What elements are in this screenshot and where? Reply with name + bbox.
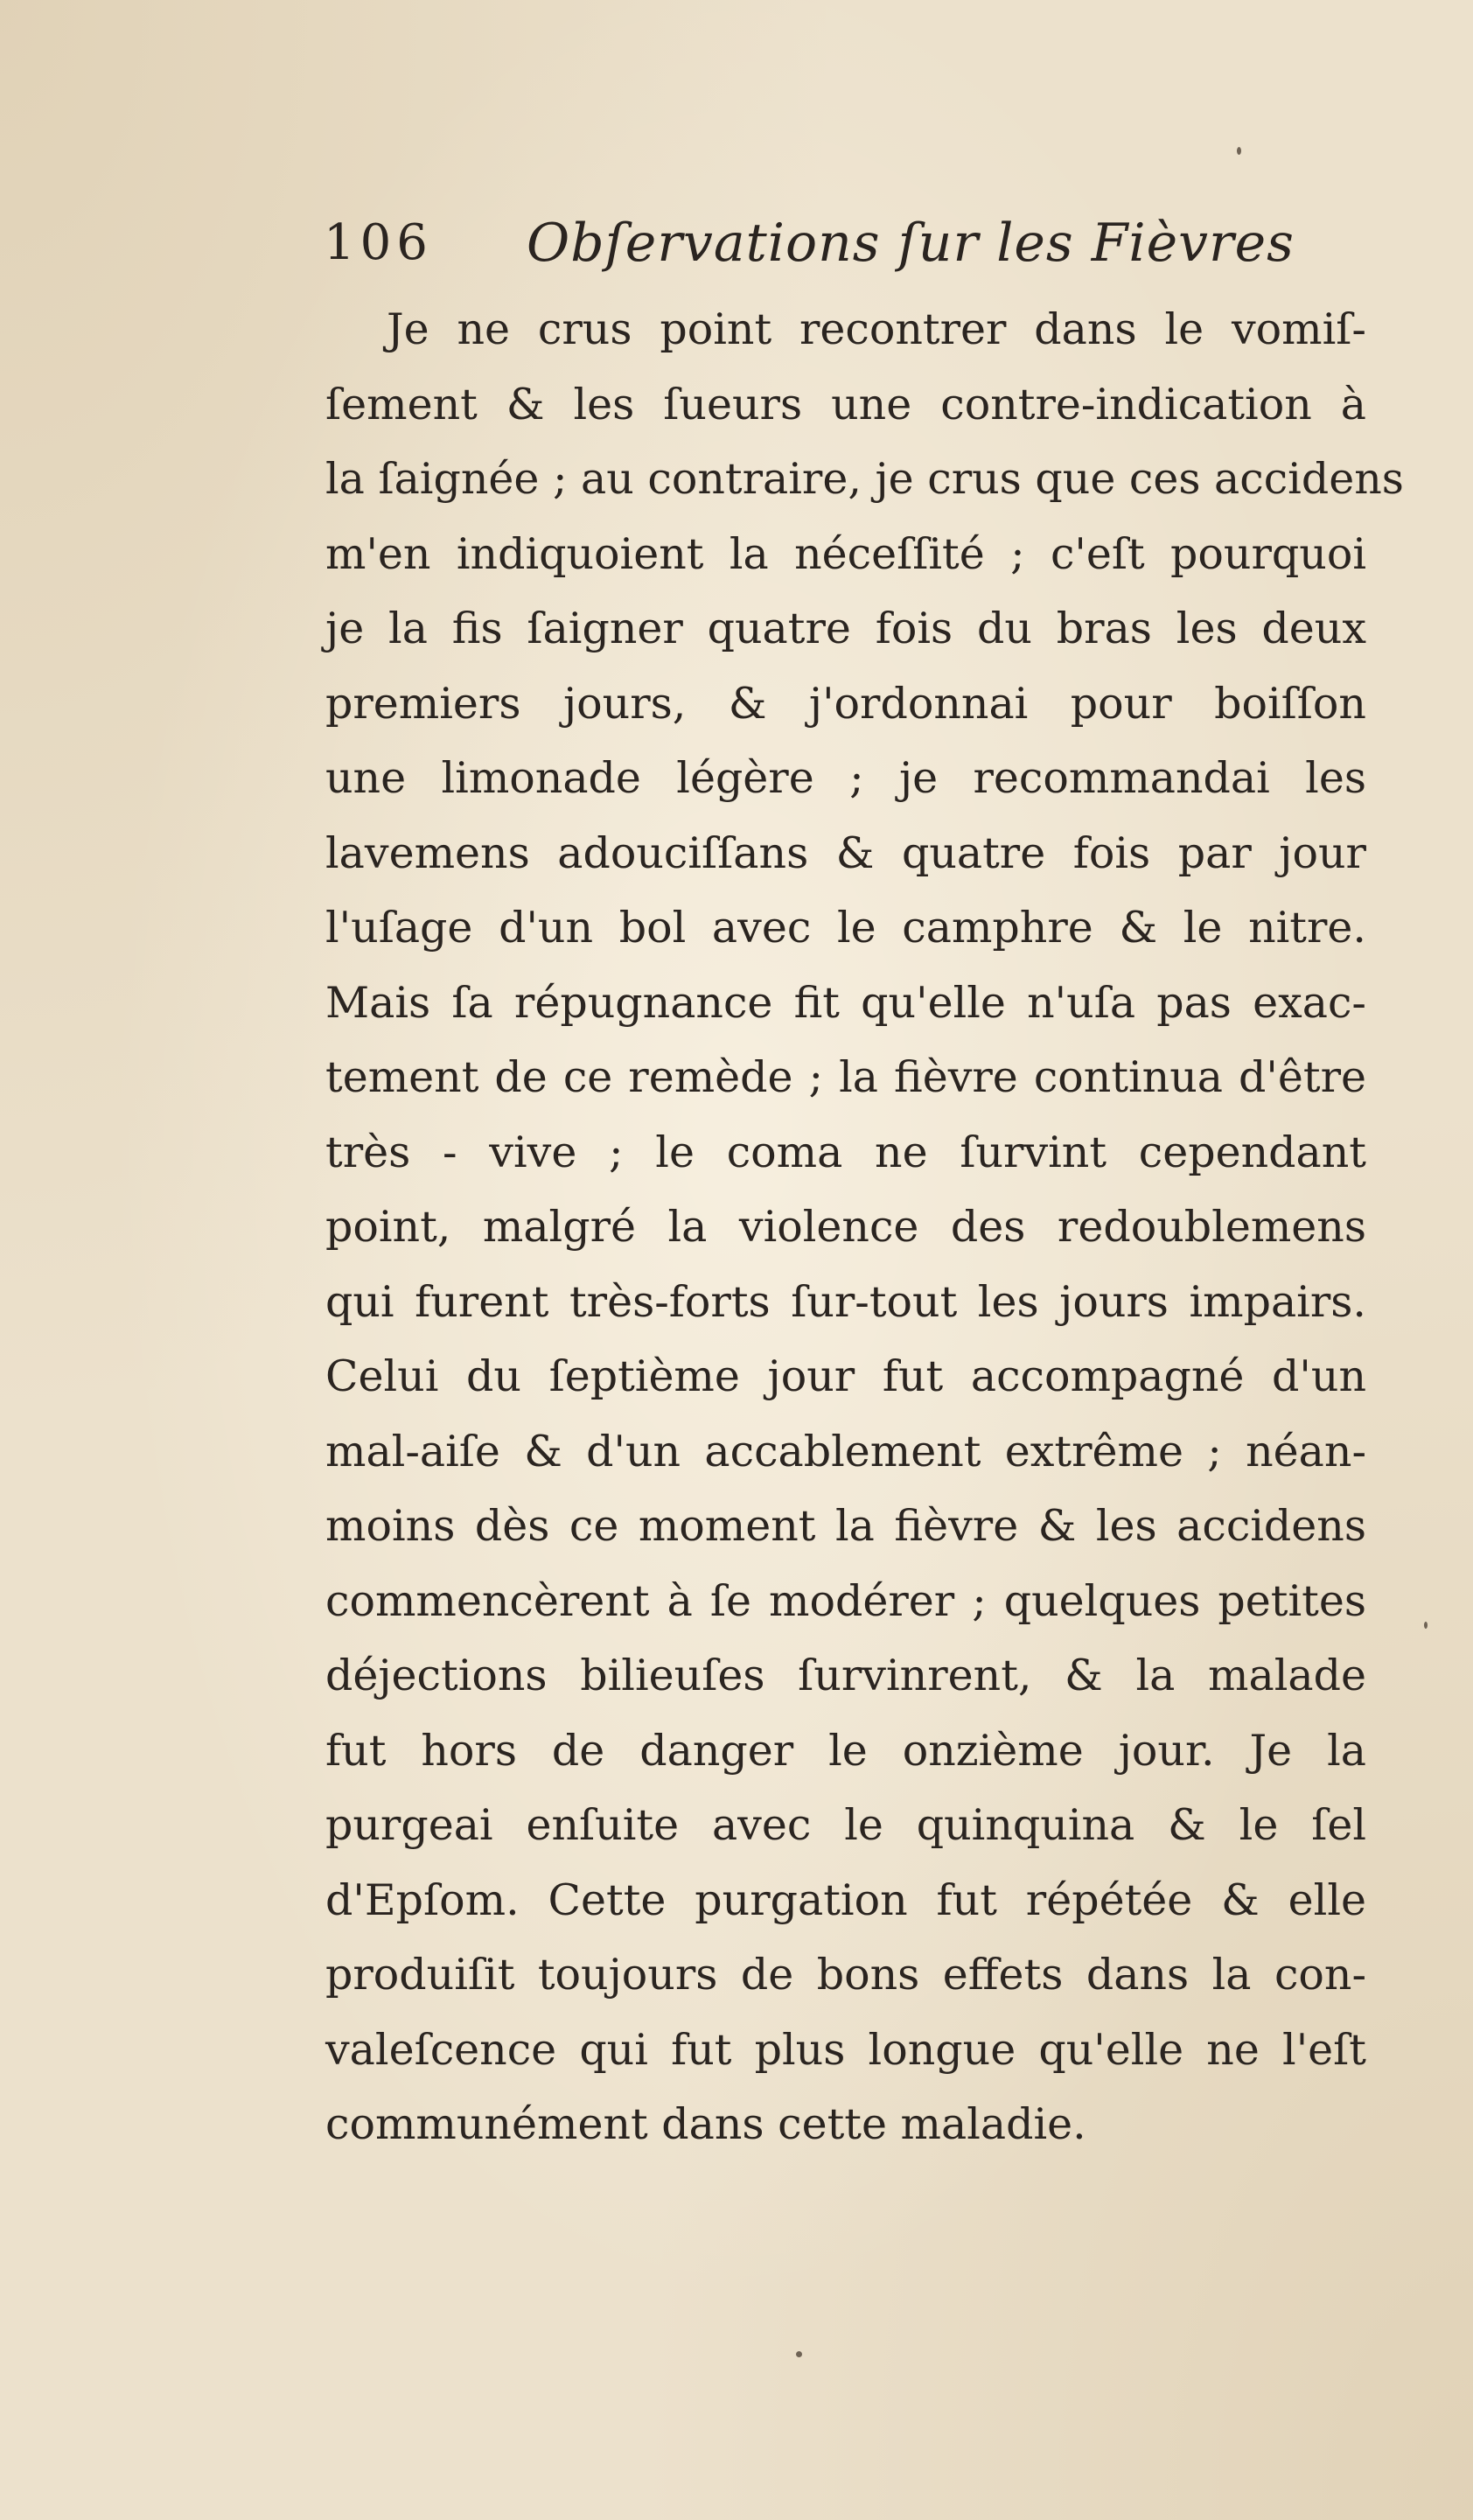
text-line: Mais ſa répugnance fit qu'elle n'uſa pas exac- — [325, 977, 1366, 1028]
text-line: mal-aiſe & d'un accablement extrême ; néan- — [325, 1426, 1366, 1476]
text-line: l'uſage d'un bol avec le camphre & le nitre. — [325, 903, 1366, 953]
text-line: moins dès ce moment la fièvre & les accidens — [325, 1501, 1366, 1551]
text-line: qui furent très-forts ſur-tout les jours impairs. — [325, 1276, 1366, 1327]
text-line: point, malgré la violence des redoublemens — [325, 1202, 1366, 1252]
text-line: produiſit toujours de bons effets dans la con- — [325, 1950, 1366, 2000]
text-line: premiers jours, & j'ordonnai pour boiſſon — [325, 678, 1366, 729]
text-line: commencèrent à ſe modérer ; quelques petites — [325, 1575, 1366, 1626]
text-line: Celui du ſeptième jour fut accompagné d'un — [325, 1351, 1366, 1401]
page-number: 106 — [324, 214, 433, 271]
text-line: déjections bilieuſes ſurvinrent, & la malade — [325, 1651, 1366, 1700]
text-line: communément dans cette maladie. — [325, 2099, 1086, 2149]
text-line: ſement & les ſueurs une contre-indication à — [325, 379, 1366, 429]
paper-speck — [796, 2351, 802, 2357]
text-line: fut hors de danger le onzième jour. Je la — [325, 1725, 1366, 1776]
text-line: lavemens adouciſſans & quatre fois par jour — [325, 827, 1366, 878]
text-line: tement de ce remède ; la fièvre continua d'être — [325, 1052, 1366, 1102]
text-line: la ſaignée ; au contraire, je crus que ces accidens — [325, 454, 1404, 504]
text-line: d'Epſom. Cette purgation fut répétée & elle — [325, 1874, 1366, 1925]
text-line: valeſcence qui fut plus longue qu'elle ne l'eſt — [325, 2024, 1366, 2075]
running-head — [324, 208, 1295, 278]
text-line: m'en indiquoient la néceſſité ; c'eſt pourquoi — [325, 528, 1366, 579]
text-line: je la fis ſaigner quatre fois du bras les deux — [325, 604, 1366, 653]
text-line: une limonade légère ; je recommandai les — [325, 753, 1366, 803]
body-text — [325, 292, 1404, 2162]
text-line: purgeai enſuite avec le quinquina & le ſel — [325, 1800, 1366, 1850]
paper-speck — [1237, 147, 1241, 155]
text-line: Je ne crus point recontrer dans le vomiſ- — [387, 304, 1366, 354]
paper-speck — [1424, 1622, 1428, 1629]
text-line: très - vive ; le coma ne ſurvint cependant — [325, 1127, 1366, 1177]
running-title: Obſervations ſur les Fièvres — [527, 213, 1295, 274]
